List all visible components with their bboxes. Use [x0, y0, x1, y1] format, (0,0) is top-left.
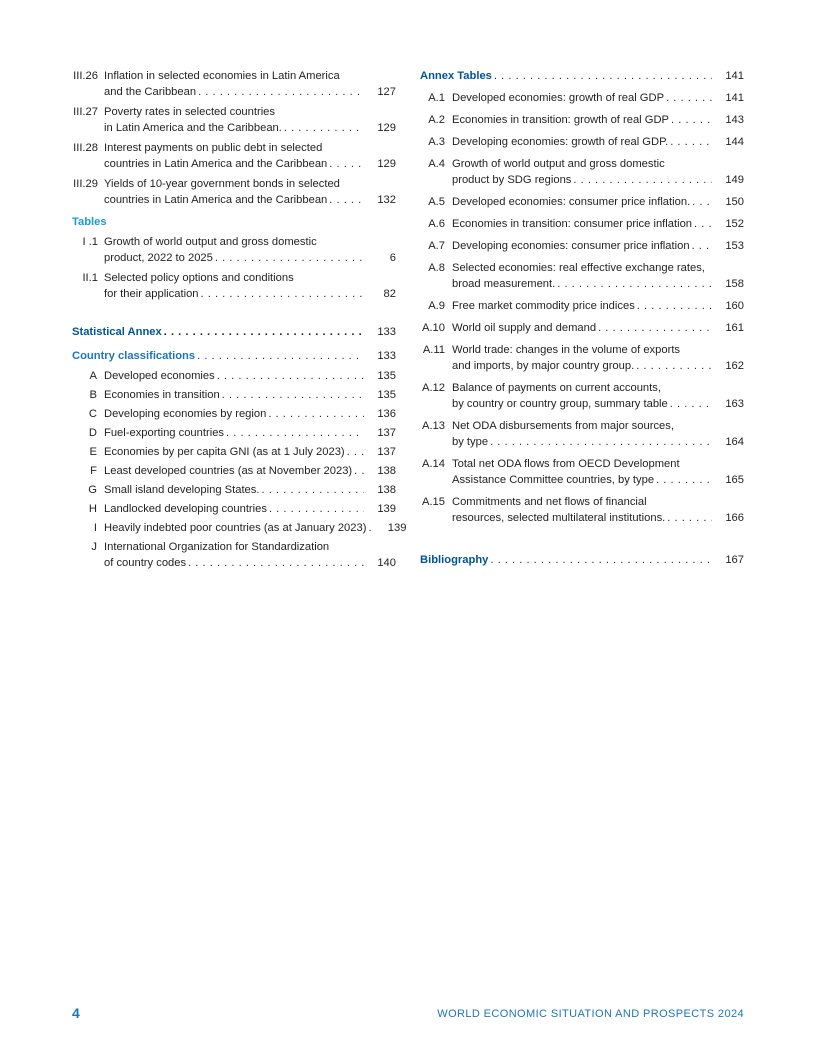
entry-number: A.13	[421, 420, 445, 432]
toc-entry[interactable]	[420, 216, 744, 232]
annex-tables-list	[420, 90, 744, 526]
entry-title-line: broad measurement.	[452, 278, 556, 290]
toc-entry[interactable]	[72, 368, 396, 384]
toc-entry[interactable]	[420, 456, 744, 488]
page-number: 140	[377, 557, 396, 569]
page-number: 160	[725, 300, 744, 312]
toc-entry[interactable]	[72, 501, 396, 517]
entry-body	[452, 260, 744, 292]
entry-number: A.1	[428, 92, 445, 104]
page-number: 6	[389, 252, 396, 264]
entry-body	[104, 520, 407, 536]
page-number: 141	[725, 70, 744, 82]
entry-number: A.9	[428, 300, 445, 312]
toc-entry[interactable]	[72, 482, 396, 498]
entry-body	[452, 112, 744, 128]
toc-entry[interactable]	[72, 425, 396, 441]
entry-title-line: and the Caribbean	[104, 86, 197, 98]
page-number: 144	[725, 136, 744, 148]
toc-entry[interactable]	[420, 194, 744, 210]
entry-body	[104, 176, 396, 208]
page-number: 167	[725, 554, 744, 566]
entry-title-line: and imports, by major country group.	[452, 360, 635, 372]
entry-title-line: World oil supply and demand	[452, 322, 597, 334]
page-number: 135	[377, 389, 396, 401]
entry-title-line: in Latin America and the Caribbean.	[104, 122, 282, 134]
page-number: 162	[725, 360, 744, 372]
statistical-annex-entry[interactable]	[72, 324, 396, 340]
tables-list	[72, 234, 396, 302]
entry-title-line: Developing economies: consumer price inflation	[452, 240, 690, 252]
statistical-annex-label: Statistical Annex	[72, 326, 162, 338]
page-number: 135	[377, 370, 396, 382]
toc-entry[interactable]	[72, 104, 396, 136]
entry-title-line: by country or country group, summary table	[452, 398, 668, 410]
entry-body	[104, 270, 396, 302]
entry-body	[104, 482, 396, 498]
page-number: 139	[377, 503, 396, 515]
entry-title-line: of country codes	[104, 557, 187, 569]
entry-number: A.4	[428, 158, 445, 170]
entry-title-line: Assistance Committee countries, by type	[452, 474, 655, 486]
entry-body	[452, 298, 744, 314]
toc-entry[interactable]	[72, 387, 396, 403]
page-number: 129	[377, 122, 396, 134]
toc-entry[interactable]	[420, 320, 744, 336]
entry-number: A.7	[428, 240, 445, 252]
entry-title-line: Economies in transition	[104, 389, 220, 401]
entry-title-line: Selected policy options and conditions	[104, 272, 294, 284]
entry-title-line: Developing economies by region	[104, 408, 267, 420]
toc-entry[interactable]	[72, 234, 396, 266]
entry-number: A.11	[422, 344, 445, 356]
country-classifications-entry[interactable]	[72, 348, 396, 364]
page-number: 136	[377, 408, 396, 420]
entry-number: III.26	[73, 70, 98, 82]
toc-entry[interactable]	[420, 494, 744, 526]
page-number: 163	[725, 398, 744, 410]
entry-body	[104, 368, 396, 384]
page-number: 137	[377, 446, 396, 458]
page-number: 133	[377, 350, 396, 362]
entry-number: II.1	[82, 272, 98, 284]
page-number: 137	[377, 427, 396, 439]
entry-number: E	[89, 446, 97, 458]
page-number: 164	[725, 436, 744, 448]
entry-number: I	[93, 522, 97, 534]
entry-title-line: Growth of world output and gross domestic	[104, 236, 317, 248]
entry-body	[452, 418, 744, 450]
page-number: 150	[725, 196, 744, 208]
toc-entry[interactable]	[420, 90, 744, 106]
page-number: 138	[377, 465, 396, 477]
toc-right-column	[420, 68, 744, 568]
toc-entry[interactable]	[420, 238, 744, 254]
entry-title-line: Growth of world output and gross domestic	[452, 158, 665, 170]
page-number: 166	[725, 512, 744, 524]
entry-number: A.12	[421, 382, 445, 394]
entry-number: III.28	[73, 142, 98, 154]
entry-number: I .1	[82, 236, 98, 248]
entry-body	[452, 494, 744, 526]
entry-title-line: Fuel-exporting countries	[104, 427, 225, 439]
entry-number: F	[90, 465, 97, 477]
entry-number: A.6	[428, 218, 445, 230]
toc-entry[interactable]	[72, 539, 396, 571]
entry-number: G	[88, 484, 97, 496]
entry-number: A.5	[428, 196, 445, 208]
entry-title-line: product by SDG regions	[452, 174, 572, 186]
page-number: 129	[377, 158, 396, 170]
entry-number: B	[89, 389, 97, 401]
toc-entry[interactable]	[72, 520, 407, 536]
entry-title-line: Small island developing States.	[104, 484, 260, 496]
entry-body	[104, 104, 396, 136]
toc-entry[interactable]	[420, 134, 744, 150]
entry-title-line: Selected economies: real effective exchange rates,	[452, 262, 705, 274]
page-number: 161	[725, 322, 744, 334]
entry-title-line: countries in Latin America and the Caribbean	[104, 194, 328, 206]
entry-title-line: resources, selected multilateral institutions.	[452, 512, 666, 524]
entry-number: A.8	[428, 262, 445, 274]
entry-body	[104, 425, 396, 441]
classifications-list	[72, 368, 407, 571]
entry-body	[104, 501, 396, 517]
entry-body	[452, 134, 744, 150]
entry-number: A.14	[421, 458, 445, 470]
entry-number: J	[91, 541, 97, 553]
entry-body	[104, 463, 396, 479]
toc-entry[interactable]	[72, 68, 396, 100]
figures-list	[72, 68, 396, 208]
entry-body	[104, 68, 396, 100]
entry-number: III.29	[73, 178, 98, 190]
entry-title-line: by type	[452, 436, 489, 448]
page-number: 141	[725, 92, 744, 104]
entry-title-line: Economies in transition: growth of real GDP	[452, 114, 670, 126]
entry-title-line: Economies in transition: consumer price inflation	[452, 218, 693, 230]
entry-title-line: Poverty rates in selected countries	[104, 106, 276, 118]
toc-entry[interactable]	[420, 112, 744, 128]
entry-title-line: Developed economies: growth of real GDP	[452, 92, 665, 104]
entry-title-line: Heavily indebted poor countries (as at January 2023)	[104, 522, 367, 534]
entry-title-line: Developed economies	[104, 370, 215, 382]
entry-title-line: for their application	[104, 288, 199, 300]
entry-number: C	[88, 408, 97, 420]
entry-number: A.2	[428, 114, 445, 126]
page-number: 133	[377, 326, 396, 338]
entry-body	[452, 380, 744, 412]
entry-title-line: World trade: changes in the volume of exports	[452, 344, 681, 356]
country-classifications-label: Country classifications	[72, 350, 196, 362]
entry-body	[452, 90, 744, 106]
entry-title-line: International Organization for Standardization	[104, 541, 330, 553]
entry-title-line: Least developed countries (as at November 2023)	[104, 465, 353, 477]
toc-entry[interactable]	[72, 140, 396, 172]
page-number: 139	[387, 522, 407, 534]
page-number: 132	[377, 194, 396, 206]
page-number: 153	[725, 240, 744, 252]
page-number: 138	[377, 484, 396, 496]
entry-title-line: Inflation in selected economies in Latin America	[104, 70, 340, 82]
bibliography-label: Bibliography	[420, 554, 489, 566]
entry-title-line: Free market commodity price indices	[452, 300, 635, 312]
entry-title-line: Yields of 10-year government bonds in selected	[104, 178, 340, 190]
entry-number: III.27	[73, 106, 98, 118]
toc-entry[interactable]	[420, 342, 744, 374]
annex-tables-entry[interactable]	[420, 68, 744, 84]
toc-entry[interactable]	[72, 406, 396, 422]
entry-title-line: Developed economies: consumer price inflation.	[452, 196, 691, 208]
entry-body	[104, 406, 396, 422]
toc-left-column	[72, 68, 407, 574]
toc-entry[interactable]	[420, 380, 744, 412]
entry-title-line: Balance of payments on current accounts,	[452, 382, 661, 394]
toc-entry[interactable]	[420, 260, 744, 292]
entry-title-line: countries in Latin America and the Caribbean	[104, 158, 328, 170]
entry-number: D	[88, 427, 97, 439]
toc-entry[interactable]	[72, 270, 396, 302]
entry-number: H	[88, 503, 97, 515]
entry-title-line: Economies by per capita GNI (as at 1 July 2023)	[104, 446, 345, 458]
entry-body	[104, 539, 396, 571]
entry-number: A.3	[428, 136, 445, 148]
entry-body	[452, 456, 744, 488]
page-number: 149	[725, 174, 744, 186]
entry-title-line: Interest payments on public debt in selected	[104, 142, 323, 154]
entry-number: A.15	[421, 496, 445, 508]
entry-body	[104, 444, 396, 460]
entry-body	[452, 216, 744, 232]
entry-title-line: Landlocked developing countries	[104, 503, 267, 515]
toc-entry[interactable]	[72, 444, 396, 460]
page-number: 152	[725, 218, 744, 230]
page-number: 158	[725, 278, 744, 290]
entry-body	[452, 342, 744, 374]
tables-heading: Tables	[72, 216, 107, 228]
entry-number: A	[89, 370, 97, 382]
entry-title-line: Commitments and net flows of financial	[452, 496, 647, 508]
footer-page-number: 4	[72, 1005, 80, 1021]
entry-body	[452, 238, 744, 254]
page-number: 127	[377, 86, 396, 98]
toc-entry[interactable]	[72, 176, 396, 208]
entry-title-line: Total net ODA flows from OECD Development	[452, 458, 680, 470]
annex-tables-label: Annex Tables	[420, 70, 492, 82]
bibliography-entry[interactable]	[420, 552, 744, 568]
entry-title-line: Developing economies: growth of real GDP.	[452, 136, 669, 148]
entry-body	[452, 194, 744, 210]
page-number: 82	[383, 288, 396, 300]
page-number: 165	[725, 474, 744, 486]
footer-publication-title: WORLD ECONOMIC SITUATION AND PROSPECTS 2024	[437, 1008, 744, 1020]
toc-entry[interactable]	[420, 418, 744, 450]
entry-title-line: Net ODA disbursements from major sources,	[452, 420, 674, 432]
entry-body	[104, 234, 396, 266]
entry-number: A.10	[421, 322, 445, 334]
page-number: 143	[725, 114, 744, 126]
toc-entry[interactable]	[420, 156, 744, 188]
toc-entry[interactable]	[72, 463, 396, 479]
entry-body	[104, 387, 396, 403]
toc-entry[interactable]	[420, 298, 744, 314]
entry-body	[452, 320, 744, 336]
entry-title-line: product, 2022 to 2025	[104, 252, 213, 264]
entry-body	[104, 140, 396, 172]
entry-body	[452, 156, 744, 188]
